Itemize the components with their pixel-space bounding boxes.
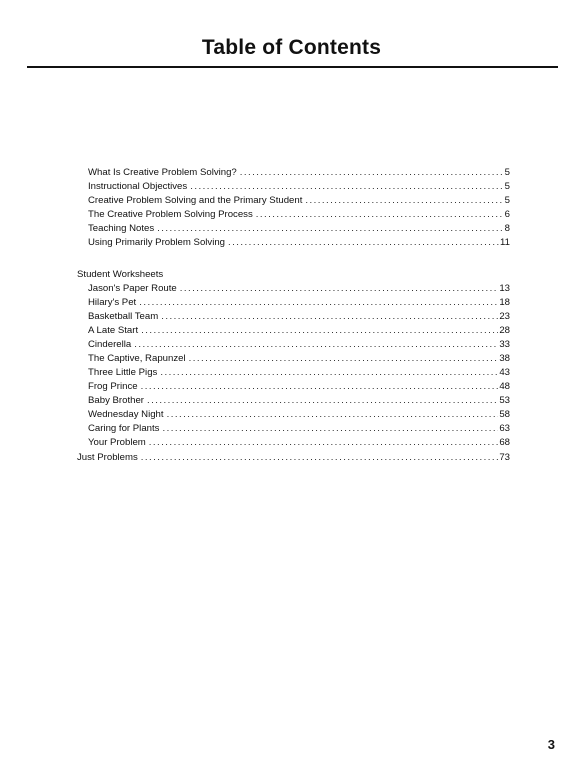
toc-entry-page: 5 bbox=[504, 181, 510, 192]
toc-entry-page: 73 bbox=[499, 452, 510, 463]
dot-leader bbox=[162, 422, 498, 436]
toc-entry-page: 33 bbox=[499, 339, 510, 350]
toc-entry-label: The Creative Problem Solving Process bbox=[88, 209, 253, 220]
toc-entry-page: 48 bbox=[499, 381, 510, 392]
toc-entry[interactable] bbox=[88, 366, 510, 380]
toc-entry[interactable] bbox=[88, 338, 510, 352]
toc-entry-label: What Is Creative Problem Solving? bbox=[88, 167, 237, 178]
toc-entry-page: 11 bbox=[500, 237, 510, 248]
toc-entry-label: Just Problems bbox=[77, 452, 138, 463]
toc-entry-label: Jason's Paper Route bbox=[88, 283, 177, 294]
worksheets-heading: Student Worksheets bbox=[77, 269, 164, 280]
dot-leader bbox=[141, 451, 499, 465]
dot-leader bbox=[157, 222, 504, 236]
toc-entry[interactable] bbox=[88, 394, 510, 408]
dot-leader bbox=[167, 408, 499, 422]
toc-entry-page: 38 bbox=[499, 353, 510, 364]
toc-entry-page: 8 bbox=[504, 223, 510, 234]
toc-entry-label: Using Primarily Problem Solving bbox=[88, 237, 226, 248]
toc-entry[interactable] bbox=[88, 222, 510, 236]
dot-leader bbox=[305, 194, 503, 208]
toc-entry-page: 53 bbox=[499, 395, 510, 406]
dot-leader bbox=[180, 282, 499, 296]
toc-entry-label: Baby Brother bbox=[88, 395, 144, 406]
toc-entry[interactable] bbox=[88, 180, 510, 194]
dot-leader bbox=[139, 296, 498, 310]
toc-entry-page: 23 bbox=[499, 311, 510, 322]
toc-entry-page: 13 bbox=[499, 283, 510, 294]
toc-entry-label: Wednesday Night bbox=[88, 409, 164, 420]
dot-leader bbox=[160, 366, 498, 380]
toc-entry[interactable] bbox=[88, 352, 510, 366]
dot-leader bbox=[141, 324, 498, 338]
dot-leader bbox=[147, 394, 498, 408]
toc-entry-label: The Captive, Rapunzel bbox=[88, 353, 186, 364]
toc-entry-label: Three Little Pigs bbox=[88, 367, 158, 378]
dot-leader bbox=[134, 338, 498, 352]
toc-entry-page: 18 bbox=[499, 297, 510, 308]
toc-entry-page: 5 bbox=[504, 167, 510, 178]
toc-entry-page: 43 bbox=[499, 367, 510, 378]
toc-entry-label: Caring for Plants bbox=[88, 423, 160, 434]
dot-leader bbox=[141, 380, 499, 394]
dot-leader bbox=[149, 436, 499, 450]
dot-leader bbox=[240, 166, 504, 180]
toc-entry[interactable] bbox=[88, 422, 510, 436]
toc-entry[interactable] bbox=[88, 436, 510, 450]
toc-entry-label: Creative Problem Solving and the Primary Student bbox=[88, 195, 303, 206]
toc-entry-label: Teaching Notes bbox=[88, 223, 155, 234]
page-title: Table of Contents bbox=[201, 36, 382, 59]
toc-entry-label: Basketball Team bbox=[88, 311, 159, 322]
toc-entry-page: 28 bbox=[499, 325, 510, 336]
toc-entry[interactable] bbox=[88, 380, 510, 394]
toc-entry-page: 68 bbox=[499, 437, 510, 448]
toc-entry[interactable] bbox=[88, 194, 510, 208]
dot-leader bbox=[228, 236, 499, 250]
toc-entry[interactable] bbox=[88, 282, 510, 296]
dot-leader bbox=[190, 180, 503, 194]
toc-entry[interactable] bbox=[88, 296, 510, 310]
toc-entry-label: Cinderella bbox=[88, 339, 132, 350]
toc-entry-just-problems[interactable] bbox=[77, 451, 510, 465]
dot-leader bbox=[189, 352, 499, 366]
toc-entry-label: Hilary's Pet bbox=[88, 297, 137, 308]
toc-entry-page: 63 bbox=[499, 423, 510, 434]
toc-entry-label: Frog Prince bbox=[88, 381, 138, 392]
toc-entry[interactable] bbox=[88, 166, 510, 180]
toc-entry-label: Your Problem bbox=[88, 437, 146, 448]
toc-entry-page: 6 bbox=[504, 209, 510, 220]
toc-entry-page: 5 bbox=[504, 195, 510, 206]
toc-entry[interactable] bbox=[88, 408, 510, 422]
dot-leader bbox=[256, 208, 504, 222]
toc-entry-page: 58 bbox=[499, 409, 510, 420]
dot-leader bbox=[161, 310, 498, 324]
toc-entry[interactable] bbox=[88, 324, 510, 338]
toc-entry[interactable] bbox=[88, 236, 510, 250]
toc-entry-label: A Late Start bbox=[88, 325, 139, 336]
toc-entry[interactable] bbox=[88, 310, 510, 324]
toc-entry[interactable] bbox=[88, 208, 510, 222]
toc-entry-label: Instructional Objectives bbox=[88, 181, 188, 192]
page-number: 3 bbox=[547, 737, 555, 752]
title-divider bbox=[27, 66, 558, 68]
